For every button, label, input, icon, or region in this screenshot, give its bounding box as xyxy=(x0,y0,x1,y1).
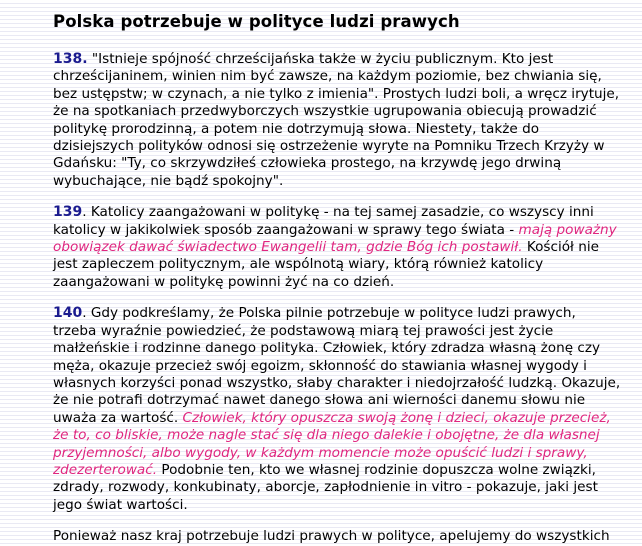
paragraph-text: Kościół nie jest zapleczem politycznym, ale wspólnotą wiary, którą również katolicy zaangażowani w politykę powinni żyć na co dzień. xyxy=(53,239,599,290)
highlighted-text: mają poważny obowiązek dawać świadectwo Ewangelii tam, gdzie Bóg ich postawił. xyxy=(53,221,617,256)
paragraph-number: 140 xyxy=(53,305,83,322)
paragraph-text: "Istnieje spójność chrześcijańska także w życiu publicznym. Kto jest chrześcijaninem, winien nim być zawsze, na każdym poziomie, bez chwiania się, bez ustępstw; w czynach, a nie tylko z imienia". Prostych ludzi boli, a wręcz irytuje, że na spotkaniach przedwyborczych wszystkie ugrupowania obiecują prowadzić politykę prorodzinną, a potem nie dotrzymują słowa. Niestety, także do dzisiejszych polityków odnosi się ostrzeżenie wyryte na Pomniku Trzech Krzyży w Gdańsku: "Ty, co skrzywdziłeś człowieka prostego, na krzywdę jego drwiną wybuchające, nie bądź spokojny". xyxy=(53,51,620,189)
paragraph-139 xyxy=(53,204,621,291)
paragraph-number: 139 xyxy=(53,204,83,221)
document xyxy=(53,0,621,546)
paragraph-text: Podobnie ten, kto we własnej rodzinie dopuszcza wolne związki, zdrady, rozwody, konkubinaty, aborcje, zapłodnienie in vitro - pokazuje, jaki jest jego świat wartości. xyxy=(53,461,598,513)
highlighted-text: Człowiek, który opuszcza swoją żonę i dzieci, okazuje przecież, że to, co bliskie, może nagle stać się dla niego dalekie i obojętne, że dla własnej przyjemności, albo wygody, w każdym momencie może opuścić ludzi i sprawy, zdezerterować. xyxy=(53,409,611,478)
paragraph-140 xyxy=(53,305,621,514)
paragraph-text: . Gdy podkreślamy, że Polska pilnie potrzebuje w polityce ludzi prawych, trzeba wyraźnie powiedzieć, że podstawową miarą tej prawości jest życie małżeńskie i rodzinne danego polityka. Człowiek, który zdradza własną żonę czy męża, okazuje przecież swój egoizm, skłonność do stawiania własnej wygody i własnych korzyści ponad wszystko, słaby charakter i niedojrzałość ludzką. Okazuje, że nie potrafi dotrzymać nawet danego słowa ani wierności danemu słowu nie uważa za wartość. xyxy=(53,305,621,426)
paragraph-138 xyxy=(53,51,621,190)
paragraph-text: . Katolicy zaangażowani w politykę - na tej samej zasadzie, co wszyscy inni katolicy w jakikolwiek sposób zaangażowani w sprawy tego świata - xyxy=(53,204,594,238)
page-title: Polska potrzebuje w polityce ludzi prawych xyxy=(53,12,460,31)
paragraph-number: 138. xyxy=(53,51,88,67)
paragraph-partial: Ponieważ nasz kraj potrzebuje ludzi prawych w polityce, apelujemy do wszystkich xyxy=(53,528,610,545)
